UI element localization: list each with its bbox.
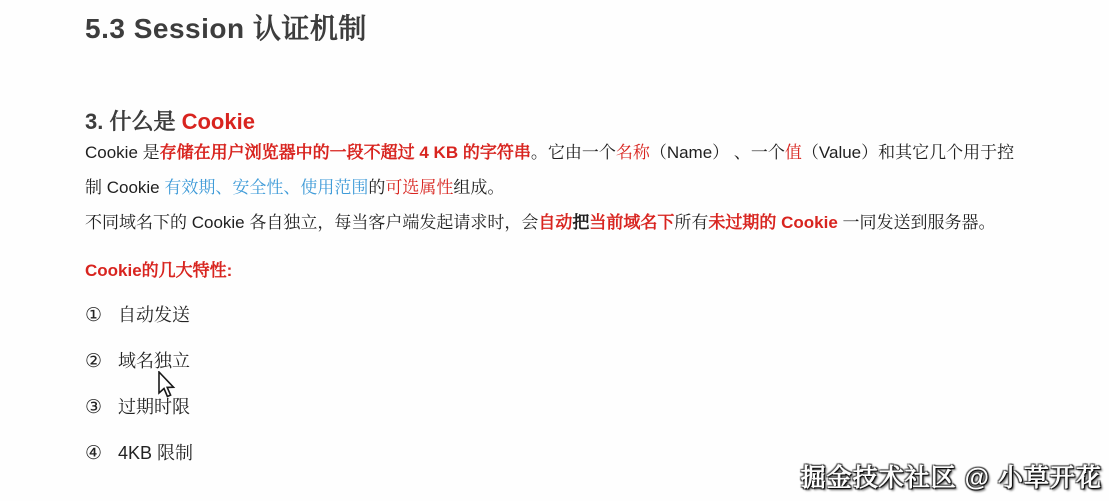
list-item-text: 自动发送 bbox=[118, 305, 191, 325]
page-title: 5.3 Session 认证机制 bbox=[85, 13, 367, 44]
text-segment: （Value）和其它几个用于控制 Cookie bbox=[85, 143, 1015, 197]
list-item-text: 过期时限 bbox=[118, 397, 191, 417]
list-item bbox=[85, 304, 1025, 327]
list-item-number: ③ bbox=[85, 397, 103, 418]
list-item bbox=[85, 396, 1025, 419]
inline-link[interactable]: 安全性 bbox=[232, 178, 284, 197]
text-segment: 把 bbox=[572, 213, 590, 232]
text-segment: 的 bbox=[368, 178, 386, 197]
feature-list bbox=[85, 304, 1025, 465]
text-segment: 一同发送到服务器。 bbox=[837, 213, 996, 232]
section-heading bbox=[85, 108, 1025, 135]
section-heading-prefix: 3. 什么是 bbox=[85, 109, 182, 134]
text-segment: Cookie 是 bbox=[85, 143, 160, 162]
inline-link[interactable]: 、 bbox=[283, 178, 301, 197]
list-item-number: ② bbox=[85, 351, 103, 372]
text-segment: 值 bbox=[784, 143, 802, 162]
watermark: 掘金技术社区 @ 小草开花 bbox=[800, 464, 1102, 492]
list-item-text: 4KB 限制 bbox=[118, 443, 194, 463]
inline-link[interactable]: 、 bbox=[215, 178, 233, 197]
list-item-number: ① bbox=[85, 305, 103, 326]
inline-link[interactable]: 有效期 bbox=[164, 178, 216, 197]
features-heading: Cookie的几大特性: bbox=[85, 261, 233, 280]
text-segment: 未过期的 Cookie bbox=[708, 213, 838, 232]
list-item-text: 域名独立 bbox=[118, 351, 191, 371]
text-segment: 。它由一个 bbox=[530, 143, 616, 162]
paragraph-cookie-domains bbox=[85, 205, 1025, 240]
text-segment: 所有 bbox=[674, 213, 709, 232]
text-segment: 自动 bbox=[538, 213, 573, 232]
section-heading-highlight: Cookie bbox=[181, 109, 255, 134]
paragraph-cookie-definition bbox=[85, 135, 1025, 205]
text-segment: 可选属性 bbox=[385, 178, 454, 197]
text-segment: 存储在用户浏览器中的一段不超过 4 KB 的字符串 bbox=[159, 143, 531, 162]
text-segment: 当前域名下 bbox=[589, 213, 675, 232]
list-item bbox=[85, 350, 1025, 373]
text-segment: 组成。 bbox=[453, 178, 505, 197]
text-segment: 名称 bbox=[615, 143, 650, 162]
list-item-number: ④ bbox=[85, 443, 103, 464]
inline-link[interactable]: 使用范围 bbox=[300, 178, 369, 197]
text-segment: （Name） 、一个 bbox=[649, 143, 785, 162]
text-segment: 不同域名下的 Cookie 各自独立，每当客户端发起请求时，会 bbox=[85, 213, 539, 232]
